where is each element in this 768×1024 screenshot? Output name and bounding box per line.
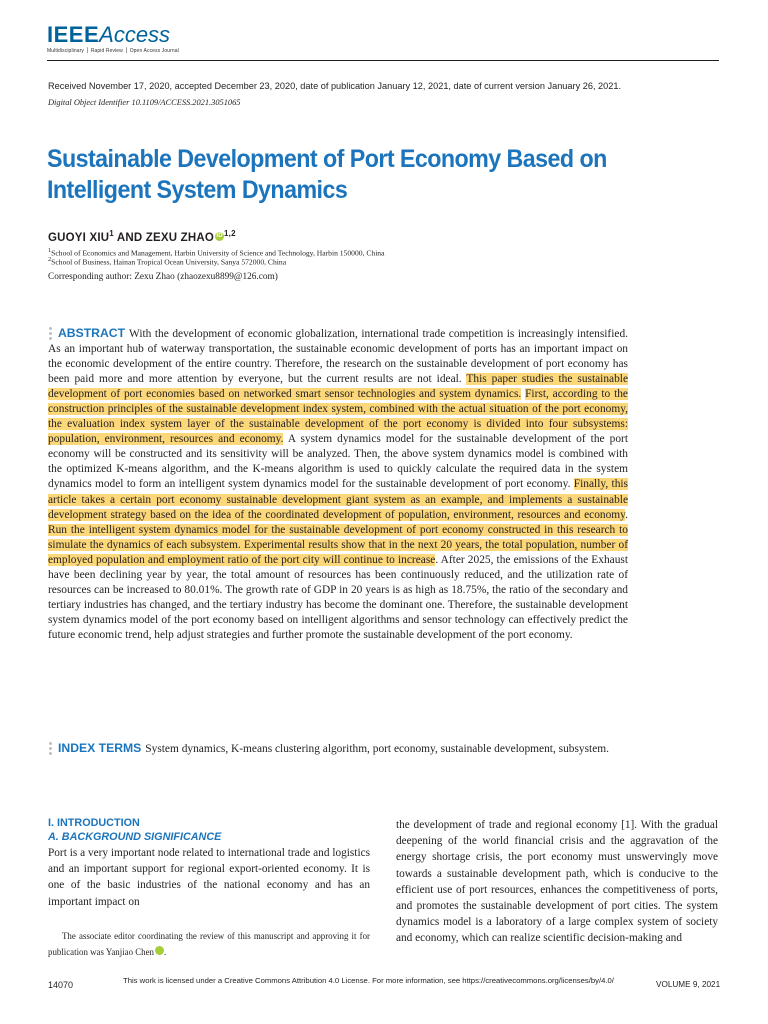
highlight: This paper studies the sustainable development of port economies based on networked smart sensor technologies and system dynamics. xyxy=(48,373,629,401)
abstract: ABSTRACT With the development of economic globalization, international trade competition is increasingly intensified. As an important hub of waterway transportation, the sustainable economic development of ports has an important impact on the economic development of the entire country. Therefore, the research on the sustainable development of port economy has been paid more and more attention by everyone, but the current results are not ideal. This paper studies the sustainable development of port economies based on networked smart sensor technologies and system dynamics. First, according to the construction principles of the sustainable development index system, combined with the actual situation of the port economy, the evaluation index system layer of the sustainable development of the port economy is divided into four subsystems: population, environment, resources and economy. A system dynamics model for the sustainable development of the port economy will be constructed and its sensitivity will be analyzed. Then, the above system dynamics model is combined with the optimized K-means algorithm, and the K-means algorithm is used to quickly calculate the required data in the system dynamics model to form an intelligent system dynamics model for the sustainable development of port economy. Finally, this article takes a certain port economy sustainable development giant system as an example, and implements a sustainable development strategy based on the idea of the coordinated development of population, environment, resources and economy. Run the intelligent system dynamics model for the sustainable development of port economy constructed in this research to simulate the dynamics of each subsystem. Experimental results show that in the next 20 years, the total population, number of employed population and employment ratio of the port city will continue to increase. After 2025, the emissions of the Exhaust have been declining year by year, the total amount of resources has been continuously reduced, and the utilization rate of resources can be increased to 80.01%. The growth rate of GDP in 20 years is as high as 18.75%, the ratio of the secondary and tertiary industries has changed, and the tertiary industry has become the dominant one. Therefore, the sustainable development system dynamics model of the port economy based on intelligent algorithms and sensor technology can effectively predict the future economic trend, help adjust strategies and further promote the sustainable development of the port economy. xyxy=(48,326,629,641)
editor-footnote: The associate editor coordinating the review of this manuscript and approving it for publication was Yanjiao Chen iD. xyxy=(48,931,370,957)
orcid-icon[interactable]: iD xyxy=(155,946,164,955)
author-2-affil: 1,2 xyxy=(224,229,236,238)
affiliation-1: $^1$School of Economics and Management, Harbin University of Science and Technology, Harbin 150000, China xyxy=(48,247,385,258)
authors-and: AND xyxy=(113,231,146,244)
right-column: the development of trade and regional economy [1]. With the gradual deepening of the world financial crisis and the aggravation of the energy shortage crisis, the port economy must unswervingly move towards a sustainable development path, which is conducive to the efficient use of port resources, enhances the competitiveness of ports, and promotes the sustainable development of port cities. The system dynamics model is a laboratory of a large complex system of society and economy, which can realize scientific decision-making and xyxy=(396,819,718,945)
left-column xyxy=(48,817,370,910)
ieee-access-logo xyxy=(47,22,179,54)
affiliation-2: $^2$School of Business, Hainan Tropical Ocean University, Sanya 572000, China xyxy=(48,256,287,267)
index-terms: INDEX TERMS System dynamics, K-means clustering algorithm, port economy, sustainable development, subsystem. xyxy=(58,741,609,755)
subsection-heading: A. BACKGROUND SIGNIFICANCE xyxy=(48,831,222,843)
section-heading: I. INTRODUCTION xyxy=(48,817,140,829)
received-dates: Received November 17, 2020, accepted December 23, 2020, date of publication January 12, 2021, date of current version January 26, 2021. xyxy=(48,81,622,91)
author-list xyxy=(48,229,236,244)
page-number: 14070 xyxy=(48,980,74,990)
author-1[interactable]: GUOYI XIU xyxy=(48,231,110,244)
volume-label: VOLUME 9, 2021 xyxy=(656,980,721,989)
logo-access: Access xyxy=(99,22,171,47)
abstract-label: ABSTRACT xyxy=(58,326,126,340)
author-1-affil: 1 xyxy=(109,229,114,238)
highlight: Run the intelligent system dynamics model for the sustainable development of port economy constructed in this research to simulate the dynamics of each subsystem. Experimental results show that in the next 20 years, the total population, number of employed population and employment ratio of the port city will continue to increase xyxy=(48,523,628,566)
author-2[interactable]: ZEXU ZHAO xyxy=(145,231,215,244)
orcid-icon[interactable]: iD xyxy=(216,232,223,239)
logo-tagline: Multidisciplinary ⎪ Rapid Review ⎪ Open Access Journal xyxy=(47,48,179,54)
header-divider xyxy=(47,60,719,61)
license-note: This work is licensed under a Creative Commons Attribution 4.0 License. For more information, see https://creativecommons.org/licenses/by/4.0/ xyxy=(123,976,614,985)
highlight: Finally, this article takes a certain port economy sustainable development giant system as an example, and implements a sustainable development strategy based on the idea of the coordinated development of population, environment, resources and economy xyxy=(48,478,628,521)
paper-title: Sustainable Development of Port Economy Based on Intelligent System Dynamics xyxy=(47,145,607,204)
intro-paragraph: Port is a very important node related to international trade and logistics and an important support for regional export-oriented economy. It is one of the basic industries of the national economy and has an important impact on xyxy=(48,847,370,908)
corresponding-author: Corresponding author: Zexu Zhao (zhaozexu8899@126.com) xyxy=(48,272,278,282)
highlight: First, according to the construction principles of the sustainable development index system, combined with the actual situation of the port economy, the evaluation index system layer of the sustainable development of the port economy is divided into four subsystems: population, environment, resources and economy. xyxy=(48,388,628,446)
index-terms-label: INDEX TERMS xyxy=(58,741,142,755)
doi: Digital Object Identifier 10.1109/ACCESS.2021.3051065 xyxy=(48,98,241,107)
logo-ieee: IEEE xyxy=(47,22,100,47)
